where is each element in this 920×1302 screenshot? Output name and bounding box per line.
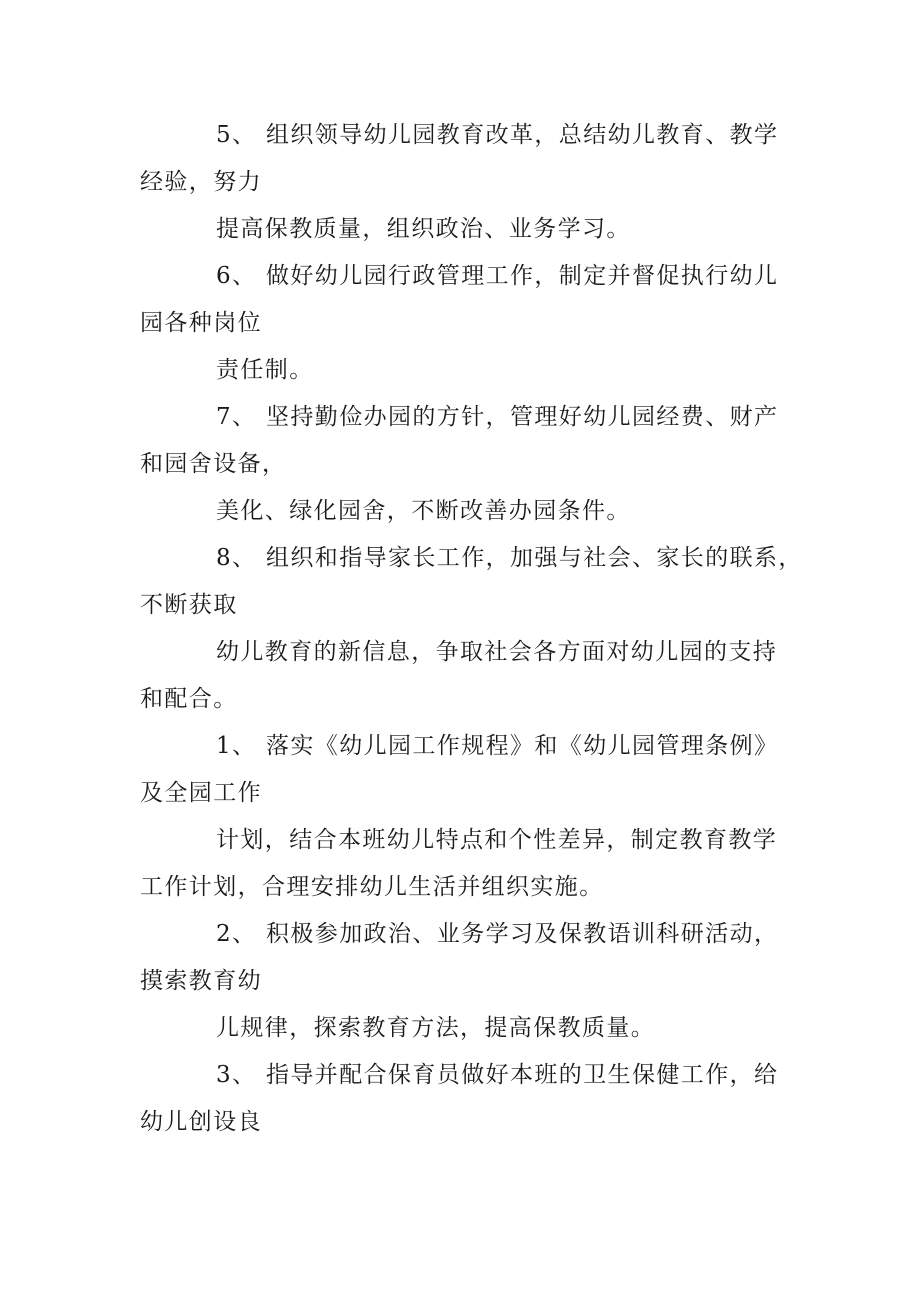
item-number: 1、 [216, 733, 257, 759]
item-number: 5、 [216, 122, 257, 148]
continuation-wrap-line: 和配合。 [140, 686, 238, 712]
item-number: 6、 [216, 263, 257, 289]
continuation-paragraph [140, 817, 800, 911]
item-number: 3、 [216, 1062, 257, 1088]
continuation-paragraph [140, 347, 800, 394]
item-wrap-line: 摸索教育幼 [140, 968, 262, 994]
item-text: 指导并配合保育员做好本班的卫生保健工作，给 [266, 1062, 779, 1088]
item-first-line [140, 253, 800, 300]
item-number: 8、 [216, 545, 257, 571]
item-wrap-line: 和园舍设备， [140, 451, 287, 477]
document-body [140, 112, 803, 1146]
list-item [140, 112, 800, 206]
item-text: 做好幼儿园行政管理工作，制定并督促执行幼儿 [266, 263, 779, 289]
continuation-line: 提高保教质量，组织政治、业务学习。 [216, 216, 631, 242]
item-number: 7、 [216, 404, 257, 430]
item-text: 组织领导幼儿园教育改革，总结幼儿教育、教学 [266, 122, 779, 148]
item-wrap-line: 不断获取 [140, 592, 238, 618]
item-first-line [140, 1052, 800, 1099]
list-item [140, 535, 803, 629]
item-text: 积极参加政治、业务学习及保教语训科研活动， [266, 921, 779, 947]
list-item [140, 253, 800, 347]
list-item [140, 394, 800, 488]
continuation-paragraph [140, 1005, 800, 1052]
list-item [140, 911, 800, 1005]
item-first-line [140, 112, 800, 159]
item-wrap-line: 及全园工作 [140, 780, 262, 806]
list-item [140, 1052, 800, 1146]
item-first-line [140, 394, 800, 441]
item-wrap-line: 经验，努力 [140, 169, 262, 195]
continuation-paragraph [140, 206, 800, 253]
continuation-paragraph [140, 488, 800, 535]
list-item [140, 723, 800, 817]
continuation-line: 儿规律，探索教育方法，提高保教质量。 [216, 1015, 656, 1041]
item-text: 落实《幼儿园工作规程》和《幼儿园管理条例》 [266, 733, 779, 759]
continuation-paragraph [140, 629, 800, 723]
item-text: 坚持勤俭办园的方针，管理好幼儿园经费、财产 [266, 404, 779, 430]
continuation-line: 幼儿教育的新信息，争取社会各方面对幼儿园的支持 [216, 639, 778, 665]
item-first-line [140, 723, 800, 770]
continuation-line: 责任制。 [216, 357, 314, 383]
continuation-line: 美化、绿化园舍，不断改善办园条件。 [216, 498, 631, 524]
item-first-line [140, 535, 803, 582]
item-text: 组织和指导家长工作，加强与社会、家长的联系， [266, 545, 803, 571]
continuation-line: 计划，结合本班幼儿特点和个性差异，制定教育教学 [216, 827, 778, 853]
item-number: 2、 [216, 921, 257, 947]
item-first-line [140, 911, 800, 958]
item-wrap-line: 园各种岗位 [140, 310, 262, 336]
continuation-wrap-line: 工作计划，合理安排幼儿生活并组织实施。 [140, 874, 604, 900]
item-wrap-line: 幼儿创设良 [140, 1109, 262, 1135]
